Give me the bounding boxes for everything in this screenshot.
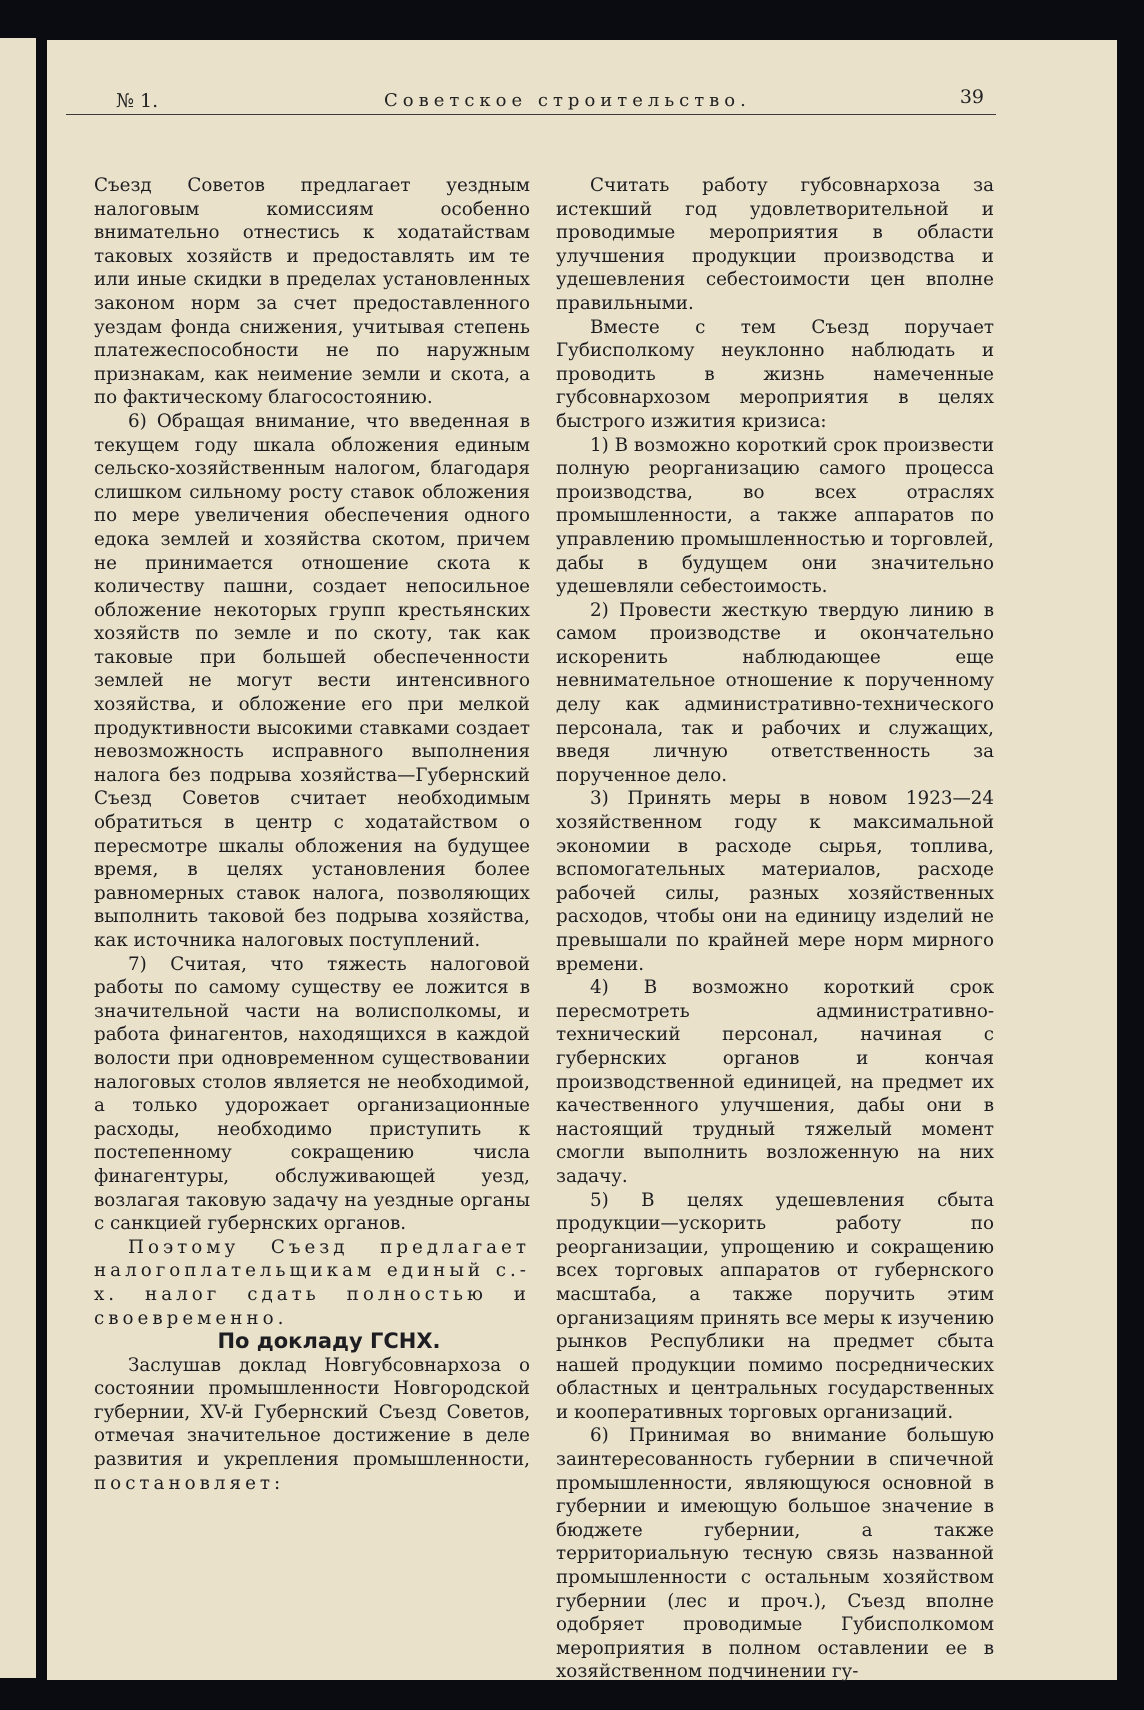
issue-number: № 1.: [116, 90, 159, 112]
paragraph: 4) В возможно короткий срок пересмотреть административно-технический персонал, начиная с губернских органов и кончая производственной единицей, на предмет их качественного улучшения, дабы они в настоящий трудный тяжелый момент смогли выполнить возложенную на них задачу.: [556, 977, 994, 1187]
right-column: [556, 174, 994, 1684]
journal-title: Советское строительство.: [384, 90, 751, 111]
page-number: 39: [959, 86, 984, 108]
paragraph: 6) Принимая во внимание большую заинтересованность губернии в спичечной промышленности, являющуюся основной в губернии и имеющую большое значение в бюджете губернии, а также территориальную тесную связь названной промышленности с остальным хозяйством губернии (лес и проч.), Съезд вполне одобряет проводимые Губисполкомом мероприятия в полном оставлении ее в хозяйственном подчинении гу-: [556, 1425, 994, 1683]
paragraph-spaced: Поэтому Съезд предлагает налогоплательщикам единый с.-х. налог сдать полностью и своевременно.: [94, 1236, 530, 1329]
paragraph: 5) В целях удешевления сбыта продукции—ускорить работу по реорганизации, упрощению и сокращению всех торговых аппаратов от губернского масштаба, а также поручить этим организациям принять все меры к изучению рынков Республики на предмет сбыта нашей продукции помимо посреднических областных и центральных государственных и кооперативных торговых организаций.: [556, 1189, 994, 1423]
left-column: [94, 174, 530, 1495]
paragraph: 1) В возможно короткий срок произвести полную реорганизацию самого процесса производства, во всех отраслях промышленности, а также аппаратов по управлению промышленностью и торговлей, дабы в будущем они значительно удешевляли себестоимость.: [556, 434, 994, 598]
paragraph: 3) Принять меры в новом 1923—24 хозяйственном году к максимальной экономии в расходе сырья, топлива, вспомогательных материалов, расходе рабочей силы, разных хозяйственных расходов, чтобы они на единицу изделий не превышали по крайней мере норм мирного времени.: [556, 788, 994, 975]
paragraph-text: Заслушав доклад Новгубсовнархоза о состоянии промышленности Новгородской губернии, XV-й Губернский Съезд Советов, отмечая значительное достижение в деле развития и укрепления промышленности,: [94, 1354, 530, 1471]
adjacent-page-edge: [0, 38, 36, 1678]
paragraph: 2) Провести жесткую твердую линию в самом производстве и окончательно искоренить наблюдающее еще невнимательное отношение к порученному делу как административно-технического персонала, так и рабочих и служащих, введя личную ответственность за порученное дело.: [556, 599, 994, 786]
running-header: [66, 70, 996, 115]
section-heading: По докладу ГСНХ.: [217, 1329, 441, 1354]
paragraph: [94, 1354, 530, 1496]
resolution-keyword: постановляет:: [94, 1472, 285, 1494]
paragraph: Вместе с тем Съезд поручает Губисполкому неуклонно наблюдать и проводить в жизнь намеченные губсовнархозом мероприятия в целях быстрого изжития кризиса:: [556, 316, 994, 432]
paragraph: Считать работу губсовнархоза за истекший год удовлетворительной и проводимые мероприятия в области улучшения продукции производства и удешевления себестоимости цен вполне правильными.: [556, 175, 994, 314]
paragraph: Съезд Советов предлагает уездным налоговым комиссиям особенно внимательно отнестись к ходатайствам таковых хозяйств и предоставлять им те или иные скидки в пределах установленных законом норм за счет предоставленного уездам фонда снижения, учитывая степень платежеспособности не по наружным признакам, как неимение земли и скота, а по фактическому благосостоянию.: [94, 175, 530, 409]
paragraph: 6) Обращая внимание, что введенная в текущем году шкала обложения единым сельско-хозяйственным налогом, благодаря слишком сильному росту ставок обложения по мере увеличения обеспечения одного едока землей и хозяйства скотом, причем не принимается отношение скота к количеству пашни, создает непосильное обложение некоторых групп крестьянских хозяйств по земле и по скоту, так как таковые при большей обеспеченности землей не могут вести интенсивного хозяйства, и обложение его при мелкой продуктивности высокими ставками создает невозможность исправного выполнения налога без подрыва хозяйства—Губернский Съезд Советов считает необходимым обратиться в центр с ходатайством о пересмотре шкалы обложения на будущее время, в целях установления более равномерных ставок налога, позволяющих выполнить таковой без подрыва хозяйства, как источника налоговых поступлений.: [94, 410, 530, 951]
paragraph: 7) Считая, что тяжесть налоговой работы по самому существу ее ложится в значительной части на волисполкомы, и работа финагентов, находящихся в каждой волости при одновременном существовании налоговых столов является не необходимой, а только удорожает организационные расходы, необходимо приступить к постепенному сокращению числа финагентуры, обслуживающей уезд, возлагая таковую задачу на уездные органы с санкцией губернских органов.: [94, 953, 530, 1235]
